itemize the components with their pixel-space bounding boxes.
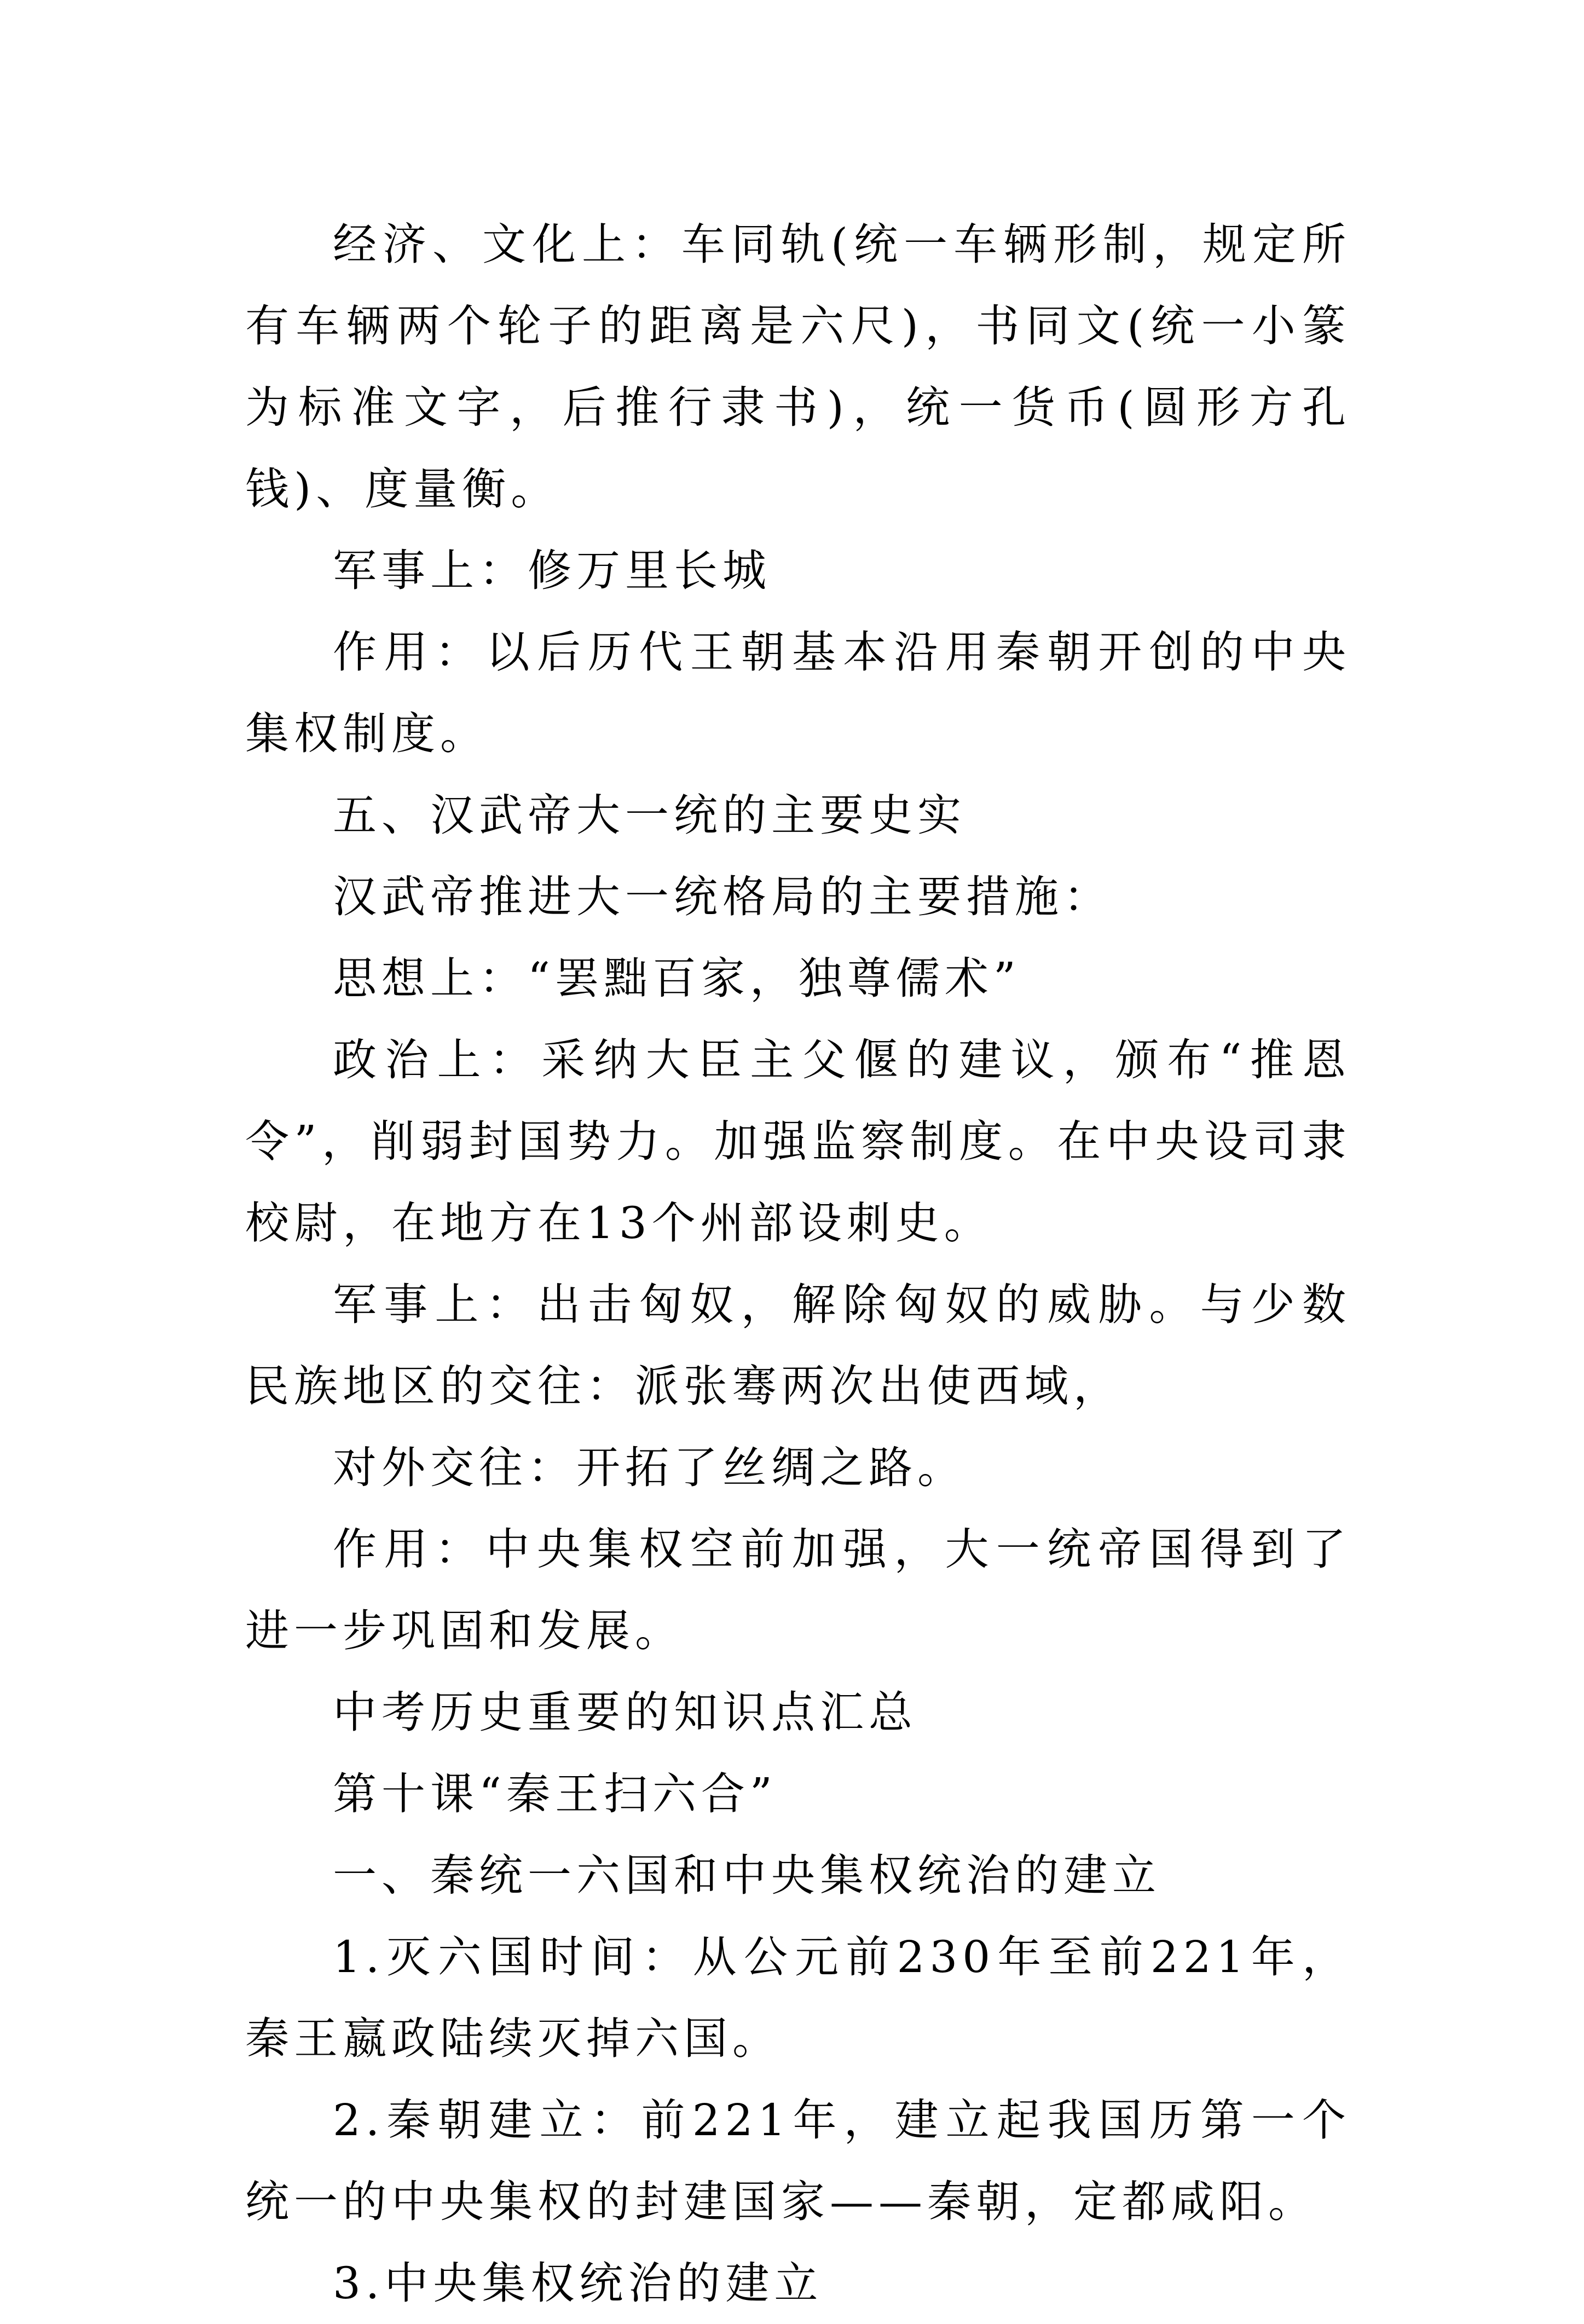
section-heading-han-wudi: 五、汉武帝大一统的主要史实 xyxy=(333,790,966,841)
paragraph-item-3: 3.中央集权统治的建立 xyxy=(333,2258,823,2309)
paragraph-politics: 政治上：采纳大臣主父偃的建议，颁布“推恩令”，削弱封国势力。加强监察制度。在中央设司隶校尉，在地方在13个州部设刺史。 xyxy=(245,1034,1351,1248)
heading-summary: 中考历史重要的知识点汇总 xyxy=(333,1687,917,1738)
paragraph-item-1: 1.灭六国时间：从公元前230年至前221年，秦王嬴政陆续灭掉六国。 xyxy=(245,1932,1351,2064)
paragraph-thought: 思想上：“罢黜百家，独尊儒术” xyxy=(333,953,1021,1004)
heading-section-one: 一、秦统一六国和中央集权统治的建立 xyxy=(333,1850,1161,1901)
paragraph-effect-han: 作用：中央集权空前加强，大一统帝国得到了进一步巩固和发展。 xyxy=(245,1524,1351,1656)
paragraph-foreign-relations: 对外交往：开拓了丝绸之路。 xyxy=(333,1442,966,1493)
paragraph-item-2: 2.秦朝建立：前221年，建立起我国历第一个统一的中央集权的封建国家——秦朝，定都咸阳。 xyxy=(245,2095,1351,2227)
paragraph-effect-qin: 作用：以后历代王朝基本沿用秦朝开创的中央集权制度。 xyxy=(245,627,1351,759)
heading-lesson-ten: 第十课“秦王扫六合” xyxy=(333,1768,777,1819)
paragraph-economy-culture: 经济、文化上：车同轨(统一车辆形制，规定所有车辆两个轮子的距离是六尺)，书同文(统一小篆为标准文字，后推行隶书)，统一货币(圆形方孔钱)、度量衡。 xyxy=(245,219,1351,514)
paragraph-military-xiongnu: 军事上：出击匈奴，解除匈奴的威胁。与少数民族地区的交往：派张骞两次出使西域， xyxy=(245,1279,1351,1412)
document-body xyxy=(245,204,1351,2324)
paragraph-military-great-wall: 军事上：修万里长城 xyxy=(333,545,771,596)
paragraph-han-wudi-measures: 汉武帝推进大一统格局的主要措施： xyxy=(333,871,1112,922)
